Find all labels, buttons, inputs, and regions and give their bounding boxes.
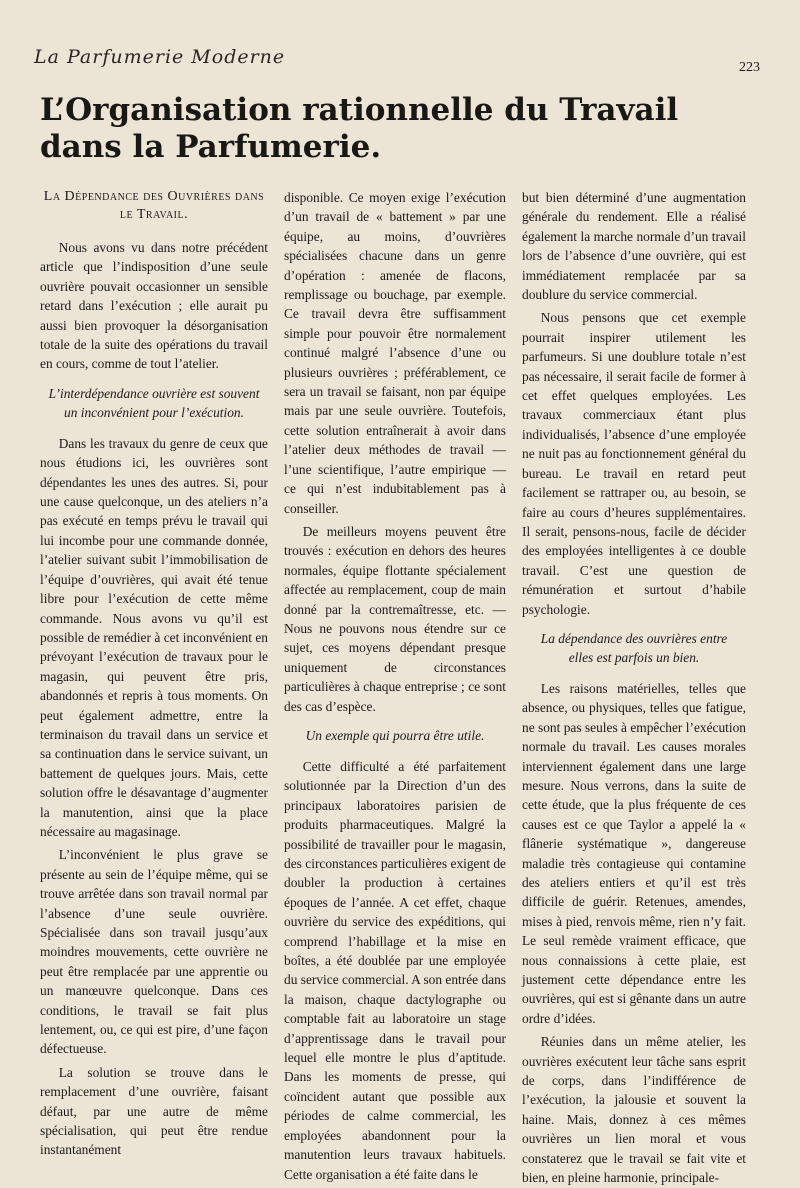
paragraph: Réunies dans un même atelier, les ouvrières exécutent leur tâche sans esprit de corps, dans l’indifférence de l’exécution, la jalousie et souvent la haine. Mais, donnez à ces mêmes ouvrières un lien moral et vous constaterez que le travail se fait vite et bien, en pleine harmonie, principale- [522, 1034, 746, 1186]
paragraph: Les raisons matérielles, telles que absence, ou physiques, telles que fatigue, ne sont pas seules à empêcher l’exécution normale du travail. Les causes morales interviennent également dans une large mesure. Nous verrons, dans la suite de cette étude, que la plus fréquente de ces causes est ce que Taylor a appelé la « flânerie systématique », dangereuse maladie très contagieuse qui contamine des ateliers entiers et qu’il est très difficile de guérir. Retenues, amendes, mises à pied, renvois même, rien n’y fait. Le seul remède vraiment efficace, que nous connaissions à cette plaie, est justement cette dépendance entre les ouvrières, qui est si gênante dans un autre ordre d’idées. [522, 680, 746, 1026]
paragraph: disponible. Ce moyen exige l’exécution d’un travail de « battement » par une équipe, au moins, d’ouvrières spécialisées chacune dans un genre d’opération : amenée de flacons, remplissage ou bouchage, par exemple. Ce travail devra être suffisamment simple pour pouvoir être normalement continué malgré l’absence d’une ou plusieurs ouvrières ; préférablement, ce sera un travail se faisant, non par équipe mais par une seule ouvrière. Toutefois, cette solution entraînerait à avoir dans l’atelier deux méthodes de travail — l’une scientifique, l’autre empirique — ce qui n’est indubitablement pas à conseiller. [284, 190, 506, 516]
column-2 [284, 188, 506, 1184]
subheading: Un exemple qui pourra être utile. [305, 727, 485, 743]
column-1 [40, 188, 268, 1160]
section-heading: La Dépendance des Ouvrières dans le Travail. [43, 189, 265, 222]
paragraph: La solution se trouve dans le remplacement d’une ouvrière, faisant défaut, par une autre de même spécialisation, qui peut être rendue instantanément [40, 1064, 268, 1158]
page-number: 223 [739, 60, 760, 75]
paragraph: Nous avons vu dans notre précédent article que l’indisposition d’une seule ouvrière pouvait occasionner un sensible retard dans l’exécution ; elle aurait pu aussi bien provoquer la désorganisation totale de la suite des opérations du travail en cours, comme de tout l’atelier. [40, 240, 268, 372]
paragraph: Nous pensons que cet exemple pourrait inspirer utilement les parfumeurs. Si une doublure totale n’est pas nécessaire, il serait facile de former à cet effet quelques employées. Les travaux commerciaux étant plus individualisés, l’absence d’une employée ne nuit pas au fonctionnement général du bureau. Le travail en retard peut facilement se rattraper ou, au besoin, se faire au cours d’heures supplémentaires. Il serait, pensons-nous, facile de décider des employées intelligentes à ce double travail. C’est une question de rémunération et surtout d’habile psychologie. [522, 310, 746, 617]
paragraph: Cette difficulté a été parfaitement solutionnée par la Direction d’un des principaux laboratoires parisien de produits pharmaceutiques. Malgré la possibilité de travailler pour le magasin, des circonstances particulières exigent de doubler la production à certaines époques de l’année. A cet effet, chaque ouvrière du service des expéditions, qui comprend l’habillage et la mise en boîtes, a été doublée par une employée du service commercial. A son entrée dans la maison, chaque dactylographe ou comptable fait au laboratoire un stage d’apprentissage dans le travail pour lequel elle montre le plus d’aptitude. Dans les moments de presse, qui coïncident autant que possible aux périodes de calme commercial, les employées abandonnent pour la manutention leurs travaux habituels. Cette organisation a été faite dans le [284, 758, 506, 1182]
paragraph: Dans les travaux du genre de ceux que nous étudions ici, les ouvrières sont dépendantes les unes des autres. Si, pour une cause quelconque, un des ateliers n’a pas exécuté en temps prévu le travail qui lui incombe pour une commande donnée, l’atelier suivant subit l’immobilisation de l’équipe d’ouvrières, qui avait été tenue libre pour l’exécution de cette même commande. Nous avons vu qu’il est possible de remédier à cet inconvénient en prévoyant l’exécution de travaux pour le magasin, qui peuvent être pris, abandonnés et repris à tous moments. On peut également admettre, entre la terminaison du travail dans un service et sa continuation dans le service suivant, un battement de quelques jours. Mais, cette solution offre le désavantage d’augmenter la manutention, ainsi que la place nécessaire au magasinage. [40, 435, 268, 839]
paragraph: De meilleurs moyens peuvent être trouvés : exécution en dehors des heures normales, équipe flottante spécialement affectée au remplacement, coup de main donné par la contremaîtresse, etc. — Nous ne pouvons nous étendre sur ce sujet, ces moyens dépendant presque uniquement de circonstances particulières à chaque entreprise ; ce sont des cas d’espèce. [284, 523, 506, 714]
subheading: L’interdépendance ouvrière est souvent un inconvénient pour l’exécution. [48, 385, 260, 420]
paragraph: but bien déterminé d’une augmentation générale du rendement. Elle a réalisé également la marche normale d’un travail lors de l’absence d’une ouvrière, qui est immédiatement remplacée par sa doublure du service commercial. [522, 190, 746, 303]
subheading: La dépendance des ouvrières entre elles est parfois un bien. [540, 630, 728, 665]
article-title: L’Organisation rationnelle du Travail dans la Parfumerie. [40, 92, 679, 165]
paragraph: L’inconvénient le plus grave se présente au sein de l’équipe même, qui se trouve arrêtée dans son travail normal par l’absence d’une seule ouvrière. Spécialisée dans son travail jusqu’aux moindres mouvements, cette ouvrière ne peut être remplacée par une apprentie ou un manœuvre quelconque. Dans ces conditions, le travail se fait plus lentement, ou, ce qui est pire, d’une façon défectueuse. [40, 847, 268, 1057]
journal-title: La Parfumerie Moderne [34, 46, 286, 68]
column-3 [522, 188, 746, 1188]
